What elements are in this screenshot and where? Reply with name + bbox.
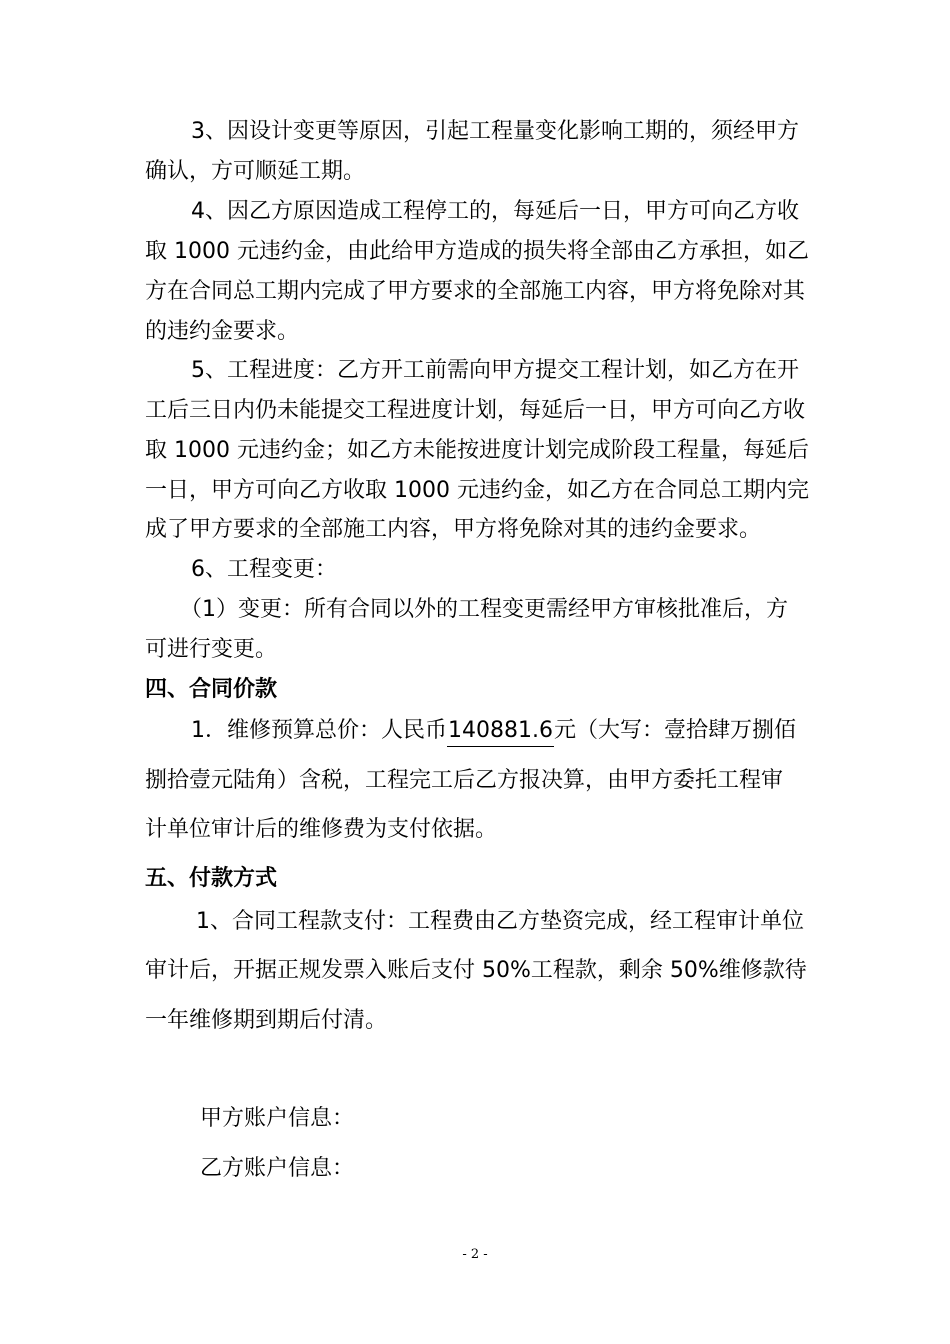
party-a-account-label: 甲方账户信息： (200, 1106, 355, 1131)
para-line: 计单位审计后的维修费为支付依据。 (145, 817, 498, 842)
para-line: 一日，甲方可向乙方收取 1000 元违约金，如乙方在合同总工期内完 (145, 478, 809, 503)
page-number: - 2 - (462, 1247, 488, 1262)
price-prefix: 1．维修预算总价：人民币 (191, 718, 447, 743)
para-line: 4、因乙方原因造成工程停工的，每延后一日，甲方可向乙方收 (191, 199, 799, 224)
para-line: 3、因设计变更等原因，引起工程量变化影响工期的，须经甲方 (191, 119, 799, 144)
para-line: 确认，方可顺延工期。 (145, 159, 366, 184)
para-line: 工后三日内仍未能提交工程进度计划，每延后一日，甲方可向乙方收 (145, 398, 806, 423)
para-line: 方在合同总工期内完成了甲方要求的全部施工内容，甲方将免除对其 (145, 279, 806, 304)
para-line: 审计后，开据正规发票入账后支付 50%工程款，剩余 50%维修款待 (145, 958, 807, 983)
para-line: 成了甲方要求的全部施工内容，甲方将免除对其的违约金要求。 (145, 517, 762, 542)
para-line: 可进行变更。 (145, 637, 278, 662)
para-line: （1）变更：所有合同以外的工程变更需经甲方审核批准后，方 (180, 597, 788, 622)
para-line: 一年维修期到期后付清。 (145, 1008, 388, 1033)
para-line: 的违约金要求。 (145, 319, 300, 344)
section-heading: 四、合同价款 (145, 677, 278, 702)
para-line: 取 1000 元违约金，由此给甲方造成的损失将全部由乙方承担，如乙 (145, 239, 809, 264)
price-suffix: 元（大写：壹拾肆万捌佰 (553, 718, 796, 743)
para-line: 5、工程进度：乙方开工前需向甲方提交工程计划，如乙方在开 (191, 358, 799, 383)
para-line: 捌拾壹元陆角）含税，工程完工后乙方报决算，由甲方委托工程审 (145, 768, 784, 793)
party-b-account-label: 乙方账户信息： (200, 1156, 355, 1181)
para-line: 1、合同工程款支付：工程费由乙方垫资完成，经工程审计单位 (196, 909, 804, 934)
section-heading: 五、付款方式 (145, 866, 278, 891)
para-line: 取 1000 元违约金；如乙方未能按进度计划完成阶段工程量，每延后 (145, 438, 809, 463)
para-line: 6、工程变更： (191, 557, 337, 582)
price-amount: 140881.6 (447, 716, 554, 747)
price-line (191, 716, 796, 747)
